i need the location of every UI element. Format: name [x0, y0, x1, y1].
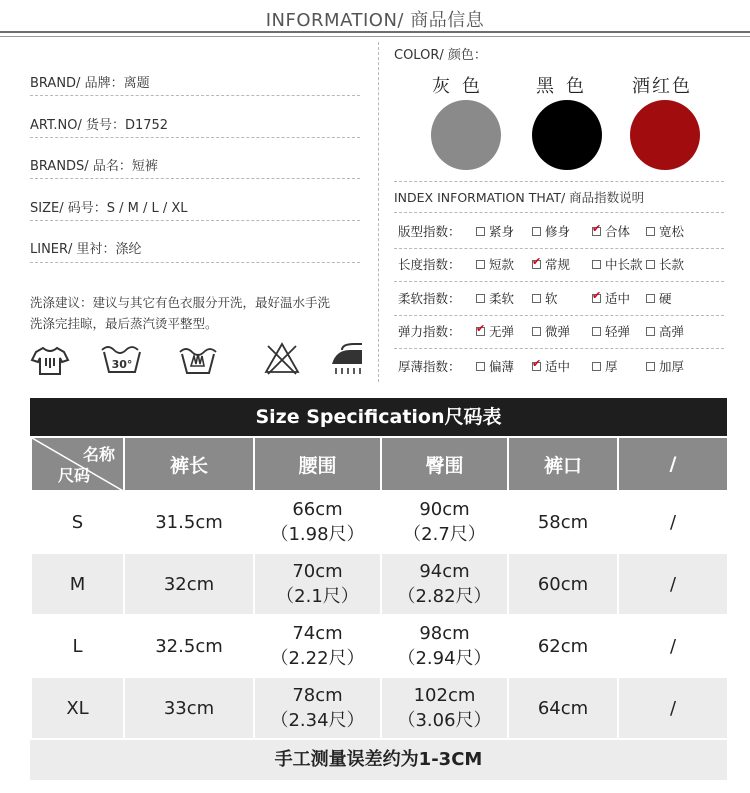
hem-cell	[508, 677, 618, 739]
extra-cell	[618, 553, 728, 615]
color-name-wine-red: 酒红色	[632, 76, 692, 97]
hand-wash-icon	[178, 340, 218, 382]
extra-cell	[618, 677, 728, 739]
index-option[interactable]	[646, 255, 684, 273]
index-option-label: 厚	[605, 359, 618, 374]
checkbox[interactable]	[592, 327, 601, 336]
index-option[interactable]	[532, 222, 570, 240]
index-option-label: 微弹	[545, 324, 571, 339]
checkbox[interactable]	[646, 294, 655, 303]
size-specification	[30, 398, 727, 780]
care-line-1: 洗涤建议：建议与其它有色衣服分开洗，最好温水手洗	[30, 295, 331, 310]
color-swatch-wine-red[interactable]	[630, 100, 700, 170]
index-option[interactable]	[592, 222, 630, 240]
table-header-row	[31, 437, 728, 491]
index-option-label: 轻弹	[605, 324, 631, 339]
hip-cell	[381, 553, 508, 615]
index-option-label: 修身	[545, 224, 571, 239]
waist-cell	[254, 553, 381, 615]
waist-cell-value: 74cm	[292, 623, 343, 644]
index-title: INDEX INFORMATION THAT/ 商品指数说明	[394, 190, 645, 205]
title-rule-thin	[0, 36, 750, 37]
size-cell-value: M	[69, 573, 86, 595]
divider	[30, 95, 360, 96]
hip-cell-value: （2.94尺）	[397, 648, 492, 669]
waist-cell-value: 66cm	[292, 499, 343, 520]
measurement-note: 手工测量误差约为1-3CM	[30, 738, 727, 780]
index-option-label: 无弹	[489, 324, 515, 339]
extra-cell-value: /	[669, 635, 677, 657]
table-row	[31, 553, 728, 615]
waist-cell-value: 78cm	[292, 685, 343, 706]
index-row-label: 弹力指数：	[398, 324, 461, 339]
waist-cell	[254, 491, 381, 553]
waist-cell-value: （1.98尺）	[270, 524, 365, 545]
svg-text:30°: 30°	[111, 358, 133, 371]
index-option-label: 加厚	[659, 359, 685, 374]
index-option-label: 中长款	[605, 257, 643, 272]
size-cell	[31, 553, 124, 615]
length-cell-value: 33cm	[163, 697, 215, 719]
divider	[394, 212, 724, 213]
index-option-label: 短款	[489, 257, 515, 272]
index-option[interactable]	[532, 255, 570, 273]
hip-cell-value: （3.06尺）	[397, 710, 492, 731]
extra-cell	[618, 491, 728, 553]
size-spec-title: Size Specification尺码表	[30, 398, 727, 436]
brand-text: BRAND/ 品牌：离题	[30, 76, 150, 91]
checkbox[interactable]	[646, 327, 655, 336]
iron-steam-icon	[328, 340, 368, 382]
checkbox-checked[interactable]	[532, 362, 541, 371]
care-line-2: 洗涤完挂晾，最后蒸汽烫平整型。	[30, 316, 218, 331]
table-row	[31, 677, 728, 739]
index-row-label: 厚薄指数：	[398, 359, 461, 374]
hem-cell	[508, 615, 618, 677]
column-header-waist: 腰围	[254, 437, 381, 491]
color-swatch-gray[interactable]	[431, 100, 501, 170]
size-cell-value: L	[72, 635, 83, 657]
index-option-label: 紧身	[489, 224, 515, 239]
liner-text: LINER/ 里衬：涤纶	[30, 242, 142, 257]
color-label: COLOR/ 颜色：	[394, 48, 487, 63]
index-option-label: 软	[545, 291, 558, 306]
checkbox[interactable]	[592, 362, 601, 371]
index-option[interactable]	[646, 357, 684, 375]
page-title: INFORMATION/ 商品信息	[265, 10, 485, 31]
checkbox[interactable]	[476, 227, 485, 236]
index-option-label: 偏薄	[489, 359, 515, 374]
hip-cell-value: 94cm	[419, 561, 470, 582]
size-cell-value: XL	[66, 697, 89, 719]
index-option[interactable]	[476, 222, 514, 240]
divider	[394, 281, 724, 282]
checkbox[interactable]	[646, 227, 655, 236]
length-cell	[124, 553, 254, 615]
hem-cell-value: 58cm	[537, 511, 589, 533]
divider	[394, 248, 724, 249]
size-text: SIZE/ 码号：S / M / L / XL	[30, 201, 188, 216]
hip-cell-value: （2.7尺）	[403, 524, 486, 545]
index-row-label: 版型指数：	[398, 224, 461, 239]
index-option[interactable]	[592, 289, 630, 307]
index-row	[398, 322, 728, 342]
length-cell	[124, 677, 254, 739]
corner-label-size: 尺码	[58, 466, 91, 485]
checkbox[interactable]	[476, 294, 485, 303]
index-row-label: 长度指数：	[398, 257, 461, 272]
length-cell-value: 32cm	[163, 573, 215, 595]
size-cell	[31, 615, 124, 677]
index-option-label: 长款	[659, 257, 685, 272]
checkbox-checked[interactable]	[592, 227, 601, 236]
shirt-hang-icon	[30, 340, 70, 382]
checkbox[interactable]	[592, 260, 601, 269]
index-row-label: 柔软指数：	[398, 291, 461, 306]
index-option-label: 适中	[605, 291, 631, 306]
length-cell-value: 32.5cm	[155, 635, 223, 657]
table-row	[31, 491, 728, 553]
checkbox[interactable]	[532, 327, 541, 336]
waist-cell-value: （2.34尺）	[270, 710, 365, 731]
table-row	[31, 615, 728, 677]
index-option[interactable]	[646, 322, 684, 340]
care-icons	[30, 340, 370, 380]
checkbox-checked[interactable]	[476, 327, 485, 336]
hem-cell-value: 64cm	[537, 697, 589, 719]
index-option[interactable]	[592, 357, 618, 375]
index-row	[398, 222, 728, 242]
index-row	[398, 255, 728, 275]
care-instructions	[30, 292, 375, 334]
waist-cell-value: （2.1尺）	[276, 586, 359, 607]
index-option-label: 合体	[605, 224, 631, 239]
no-bleach-icon	[262, 340, 302, 382]
divider	[30, 262, 360, 263]
checkbox[interactable]	[476, 260, 485, 269]
brands-text: BRANDS/ 品名：短裤	[30, 159, 158, 174]
index-option-label: 高弹	[659, 324, 685, 339]
corner-label-name: 名称	[82, 445, 115, 464]
size-cell-value: S	[71, 511, 84, 533]
index-row	[398, 357, 728, 377]
extra-cell-value: /	[669, 511, 677, 533]
checkbox-checked[interactable]	[592, 294, 601, 303]
index-option[interactable]	[476, 357, 514, 375]
divider	[30, 137, 360, 138]
size-cell	[31, 491, 124, 553]
column-header-extra: /	[618, 437, 728, 491]
index-option[interactable]	[476, 322, 514, 340]
hip-cell-value: （2.82尺）	[397, 586, 492, 607]
divider	[30, 178, 360, 179]
wash-30-icon	[100, 340, 144, 382]
hem-cell	[508, 553, 618, 615]
table-corner-cell	[31, 437, 124, 491]
checkbox[interactable]	[532, 227, 541, 236]
hem-cell	[508, 491, 618, 553]
divider	[394, 181, 724, 182]
hip-cell-value: 90cm	[419, 499, 470, 520]
art-no-text: ART.NO/ 货号：D1752	[30, 118, 169, 133]
length-cell	[124, 491, 254, 553]
divider	[394, 315, 724, 316]
size-cell	[31, 677, 124, 739]
checkbox[interactable]	[532, 294, 541, 303]
extra-cell-value: /	[669, 573, 677, 595]
index-option-label: 柔软	[489, 291, 515, 306]
column-header-hip: 臀围	[381, 437, 508, 491]
hem-cell-value: 62cm	[537, 635, 589, 657]
divider	[394, 348, 724, 349]
length-cell	[124, 615, 254, 677]
index-option[interactable]	[532, 289, 558, 307]
index-option-label: 宽松	[659, 224, 685, 239]
index-option[interactable]	[476, 289, 514, 307]
waist-cell	[254, 677, 381, 739]
index-option[interactable]	[476, 255, 514, 273]
hip-cell	[381, 615, 508, 677]
hip-cell	[381, 677, 508, 739]
hip-cell-value: 102cm	[413, 685, 476, 706]
waist-cell-value: 70cm	[292, 561, 343, 582]
index-option[interactable]	[532, 357, 570, 375]
extra-cell	[618, 615, 728, 677]
waist-cell	[254, 615, 381, 677]
index-option-label: 适中	[545, 359, 571, 374]
waist-cell-value: （2.22尺）	[270, 648, 365, 669]
divider	[30, 220, 360, 221]
hip-cell	[381, 491, 508, 553]
index-row	[398, 289, 728, 309]
column-header-length: 裤长	[124, 437, 254, 491]
checkbox-checked[interactable]	[532, 260, 541, 269]
checkbox[interactable]	[646, 260, 655, 269]
hem-cell-value: 60cm	[537, 573, 589, 595]
hip-cell-value: 98cm	[419, 623, 470, 644]
color-swatch-black[interactable]	[532, 100, 602, 170]
column-header-hem: 裤口	[508, 437, 618, 491]
title-rule	[0, 31, 750, 33]
index-option[interactable]	[592, 255, 643, 273]
index-option-label: 硬	[659, 291, 672, 306]
index-option[interactable]	[592, 322, 630, 340]
size-table	[30, 436, 729, 740]
checkbox[interactable]	[646, 362, 655, 371]
index-option[interactable]	[646, 289, 672, 307]
extra-cell-value: /	[669, 697, 677, 719]
color-name-black: 黑色	[536, 76, 596, 97]
index-option[interactable]	[532, 322, 570, 340]
index-option-label: 常规	[545, 257, 571, 272]
column-divider	[378, 42, 379, 382]
checkbox[interactable]	[476, 362, 485, 371]
index-option[interactable]	[646, 222, 684, 240]
length-cell-value: 31.5cm	[155, 511, 223, 533]
color-name-gray: 灰色	[432, 76, 492, 97]
